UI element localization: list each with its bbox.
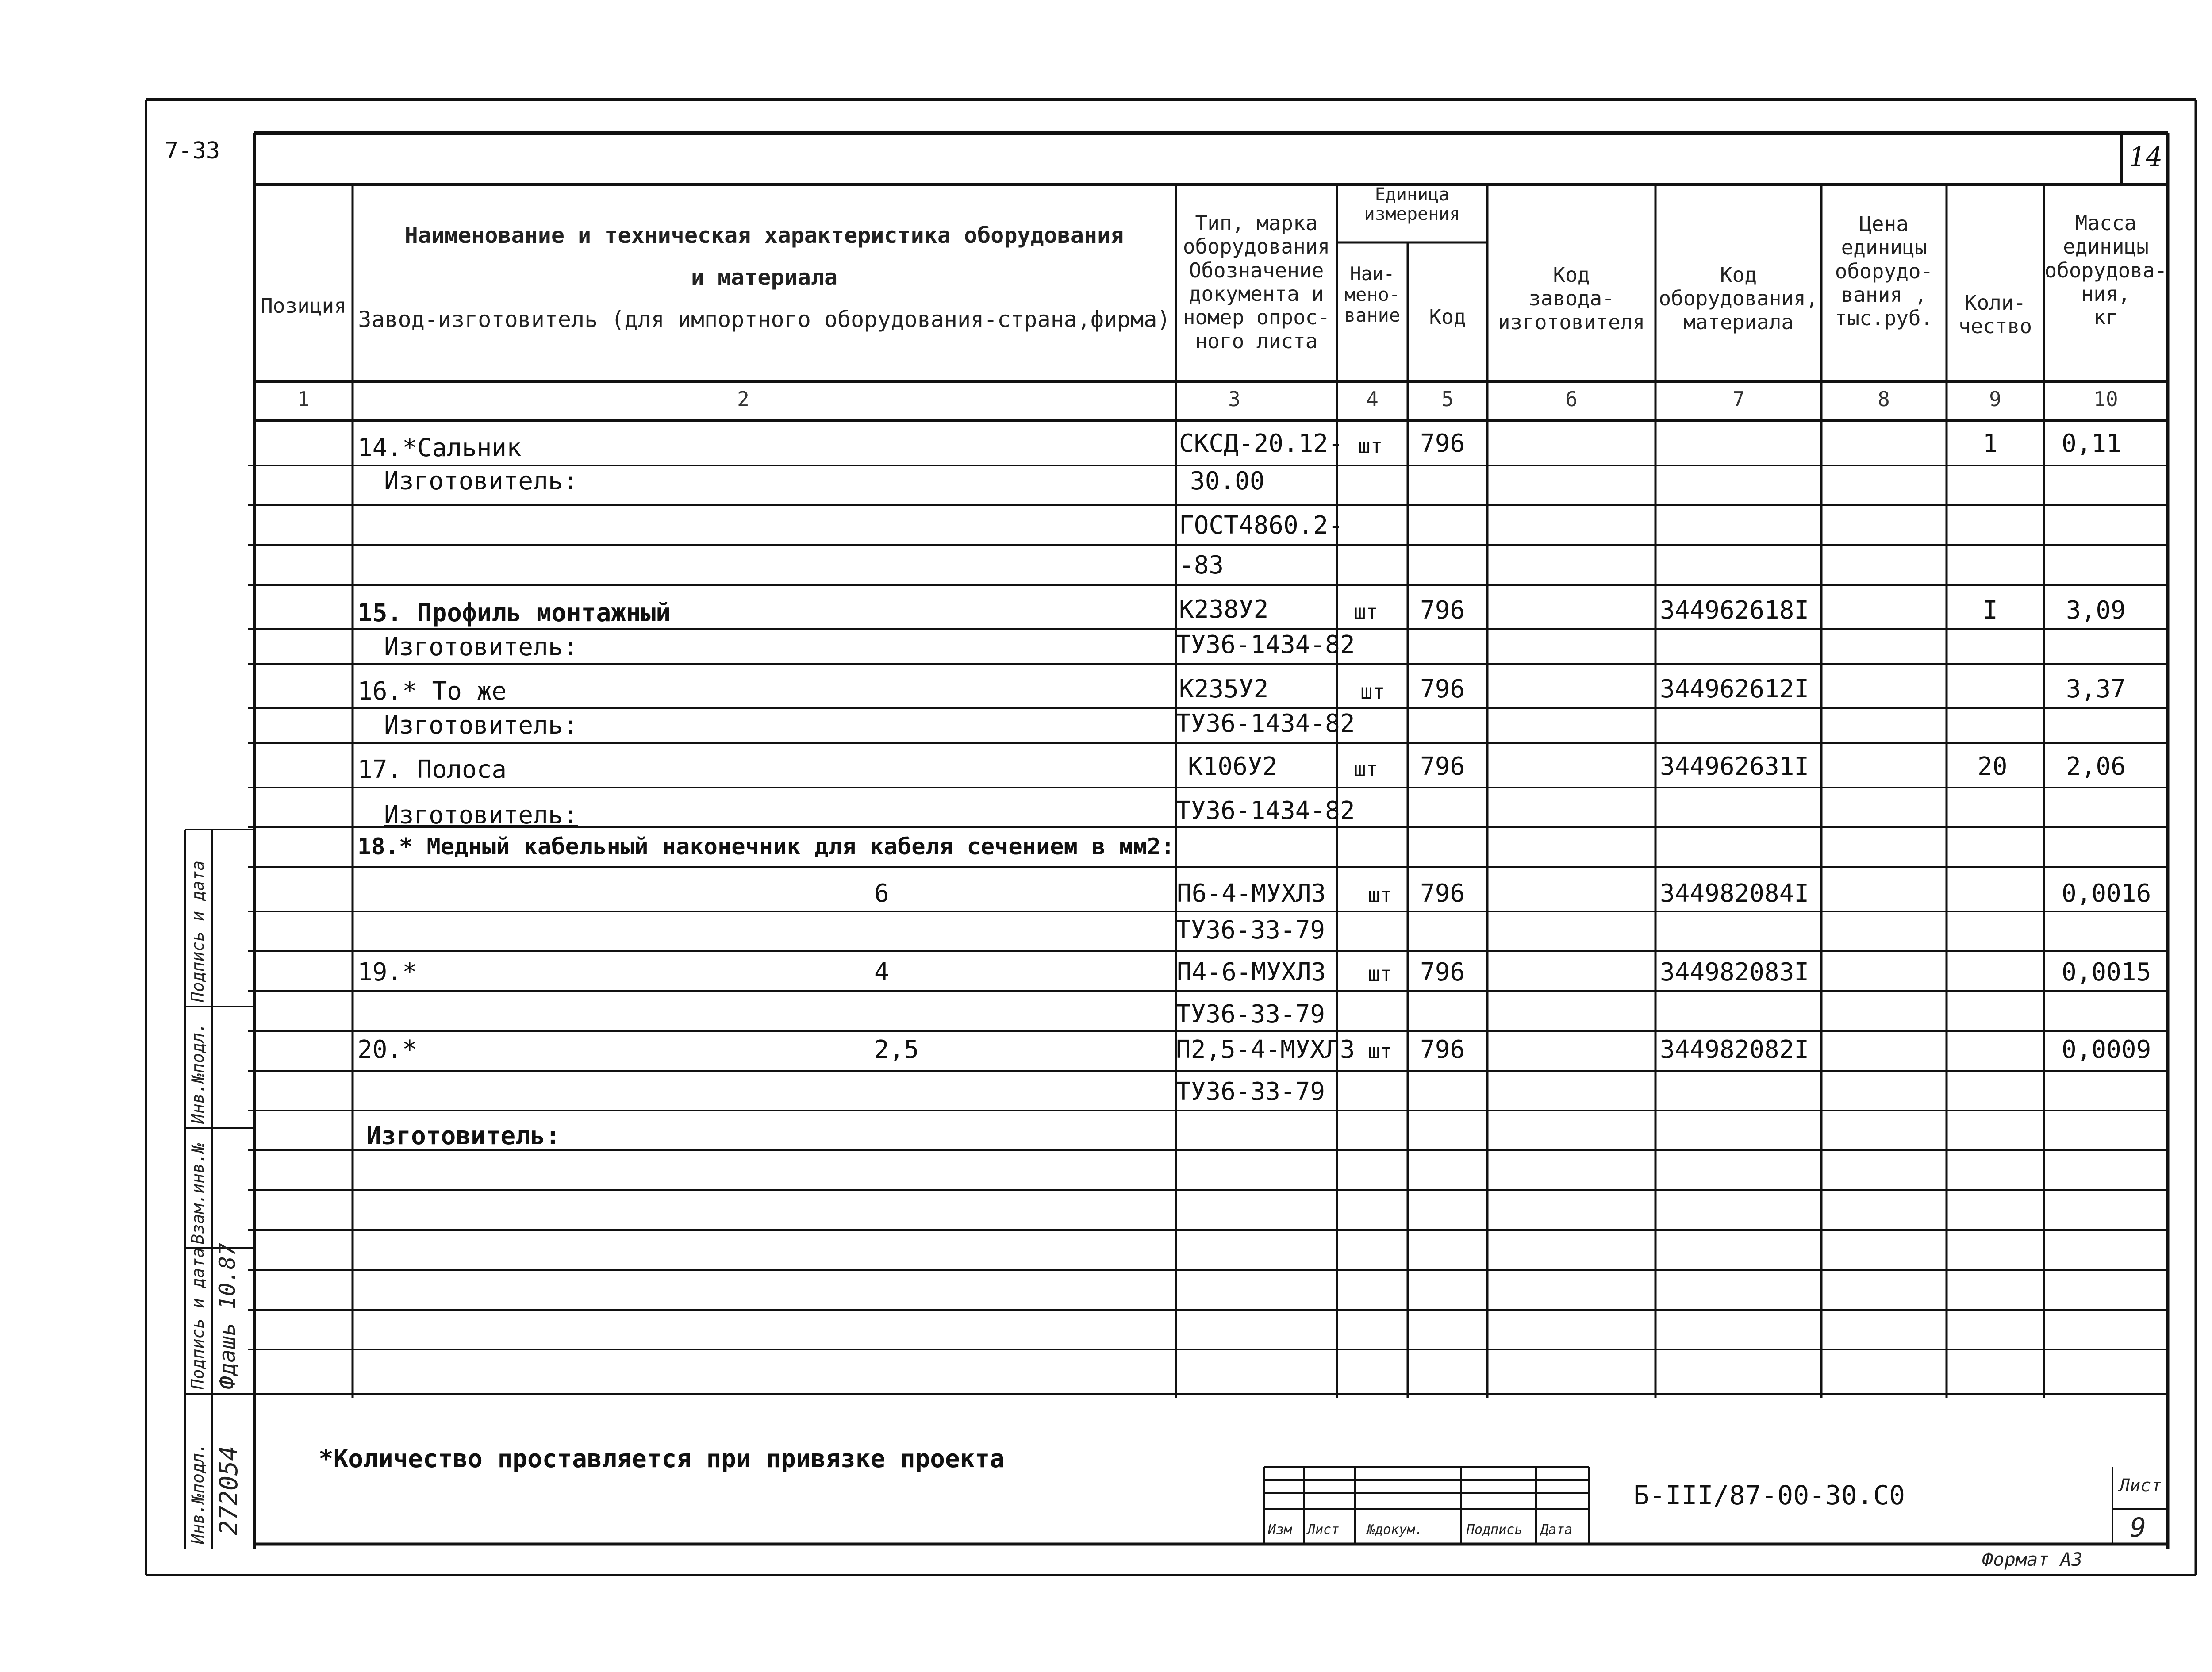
item-unit: шт (1354, 600, 1379, 624)
column-number: 4 (1366, 387, 1379, 411)
header-unit-name-line: Наи- (1350, 263, 1395, 284)
side-inv-label: Инв.№подл. (188, 1443, 207, 1544)
title-label-sign: Подпись (1467, 1522, 1523, 1537)
item-unit-code: 796 (1420, 429, 1465, 458)
item-type: -83 (1179, 551, 1224, 580)
header-quantity (1947, 291, 2044, 338)
side-inv-dup-label: Инв.№подл. (188, 1022, 207, 1124)
title-label-list: Лист (1307, 1522, 1340, 1537)
format-note: Формат А3 (1982, 1549, 2083, 1570)
item-mass: 0,0015 (2062, 958, 2151, 987)
header-type-line: документа и (1189, 282, 1324, 306)
document-code: Б-III/87-00-30.С0 (1633, 1480, 1905, 1511)
item-type: ТУ36-33-79 (1176, 916, 1325, 945)
header-type-line: Обозначение (1189, 258, 1324, 282)
item-equipment-code: 344962618I (1660, 596, 1809, 625)
header-unit-group (1337, 185, 1487, 224)
item-name: 17. Полоса (357, 755, 507, 784)
item-type: К235У2 (1179, 675, 1269, 703)
header-unit-group-line: измерения (1364, 204, 1460, 224)
header-position: Позиция (261, 294, 346, 318)
header-name-line1: Наименование и техническая характеристика оборудования (404, 223, 1124, 248)
header-price-line: вания , (1841, 283, 1927, 307)
item-mass: 3,37 (2066, 675, 2126, 703)
item-type: ТУ36-33-79 (1176, 1077, 1325, 1106)
manufacturer-label: Изготовитель: (366, 1122, 561, 1150)
title-label-date: Дата (1540, 1522, 1573, 1537)
item-type: 30.00 (1190, 467, 1265, 496)
item-type: СКСД-20.12- (1179, 429, 1343, 458)
item-type: ТУ36-33-79 (1176, 1000, 1325, 1029)
item-unit-code: 796 (1420, 752, 1465, 781)
item-unit: шт (1368, 883, 1393, 907)
header-price-line: тыс.руб. (1835, 306, 1933, 331)
header-name-block (353, 215, 1176, 341)
side-sign-label: Подпись и дата (188, 1247, 207, 1389)
column-number: 5 (1441, 387, 1454, 411)
item-unit: шт (1368, 1039, 1393, 1063)
item-unit-code: 796 (1420, 879, 1465, 908)
header-price (1821, 212, 1947, 331)
header-price-line: оборудо- (1835, 259, 1933, 283)
item-unit: шт (1360, 680, 1385, 703)
sheet-corner-number: 14 (2129, 142, 2163, 173)
item-mass: 3,09 (2066, 596, 2126, 625)
header-mass-line: единицы (2063, 234, 2149, 259)
header-quantity-line: Коли- (1964, 291, 2026, 315)
header-type-line: ного листа (1195, 329, 1318, 353)
item-name: 19.* (357, 958, 417, 987)
cable-section: 6 (874, 879, 889, 908)
sheet-label: Лист (2119, 1476, 2162, 1496)
item-type: ГОСТ4860.2- (1179, 511, 1343, 540)
column-number: 10 (2093, 387, 2118, 411)
side-inv-value: 272054 (215, 1445, 243, 1535)
page-number: 7-33 (165, 138, 220, 164)
item-type: П2,5-4-МУХЛ3 (1176, 1035, 1355, 1064)
header-equipment-code-line: материала (1683, 310, 1794, 334)
item-type: К238У2 (1179, 595, 1269, 624)
item-name: 18.* Медный кабельный наконечник для кабеля сечением в мм2: (357, 834, 1175, 860)
header-unit-name-line: вание (1344, 304, 1401, 327)
side-sign2-label: Подпись и дата (188, 860, 207, 1002)
column-number: 9 (1989, 387, 2001, 411)
item-mass: 0,0009 (2062, 1035, 2151, 1064)
item-equipment-code: 344982084I (1660, 879, 1809, 908)
item-equipment-code: 344962631I (1660, 752, 1809, 781)
column-number: 3 (1228, 387, 1240, 411)
footnote: *Количество проставляется при привязке проекта (319, 1445, 1005, 1473)
item-name: 14.*Сальник (357, 434, 522, 462)
item-mass: 2,06 (2066, 752, 2126, 781)
item-type: ТУ36-1434-82 (1176, 796, 1355, 825)
manufacturer-label: Изготовитель: (384, 467, 578, 496)
header-unit-name-line: мено- (1344, 284, 1401, 306)
item-unit-code: 796 (1420, 1035, 1465, 1064)
header-equipment-code (1655, 263, 1821, 334)
column-number: 2 (737, 387, 749, 411)
header-mass-line: оборудова- (2044, 258, 2167, 282)
column-number: 8 (1878, 387, 1890, 411)
manufacturer-label: Изготовитель: (384, 711, 578, 740)
column-number: 7 (1732, 387, 1745, 411)
item-equipment-code: 344982083I (1660, 958, 1809, 987)
column-number: 1 (297, 387, 310, 411)
header-type-line: Тип, марка (1195, 211, 1318, 235)
header-quantity-line: чество (1958, 314, 2032, 338)
header-name-line3: Завод-изготовитель (для импортного оборудования-страна,фирма) (358, 307, 1171, 332)
header-price-line: Цена (1859, 212, 1909, 236)
header-unit-group-line: Единица (1375, 184, 1450, 205)
item-name: 20.* (357, 1035, 417, 1064)
header-factory-code (1487, 263, 1655, 334)
item-quantity: 20 (1978, 752, 2008, 781)
item-type: П6-4-МУХЛ3 (1177, 879, 1326, 908)
item-equipment-code: 344962612I (1660, 675, 1809, 703)
header-type (1176, 211, 1337, 353)
header-equipment-code-line: Код (1720, 263, 1757, 287)
side-sign-value: Фдашь 10.87 (215, 1242, 240, 1389)
header-name-line2: и материала (691, 265, 838, 290)
cable-section: 4 (874, 958, 889, 987)
item-unit-code: 796 (1420, 675, 1465, 703)
header-type-line: оборудования (1183, 234, 1330, 259)
header-unit-code: Код (1429, 305, 1466, 329)
item-quantity: I (1983, 596, 1998, 625)
sheet-number: 9 (2130, 1512, 2147, 1543)
header-price-line: единицы (1841, 235, 1927, 260)
item-name: 16.* То же (357, 677, 507, 706)
header-mass-line: кг (2093, 305, 2118, 330)
header-factory-code-line: изготовителя (1498, 310, 1645, 334)
header-mass-line: Масса (2075, 211, 2137, 235)
header-mass (2044, 211, 2168, 330)
item-unit: шт (1368, 962, 1393, 986)
item-unit: шт (1354, 757, 1379, 781)
header-equipment-code-line: оборудования, (1659, 286, 1818, 311)
manufacturer-label: Изготовитель: (384, 633, 578, 661)
header-mass-line: ния, (2081, 282, 2131, 306)
column-number: 6 (1565, 387, 1578, 411)
item-mass: 0,11 (2062, 429, 2121, 458)
item-equipment-code: 344982082I (1660, 1035, 1809, 1064)
title-label-doc: №докум. (1367, 1522, 1423, 1537)
cable-section: 2,5 (874, 1035, 919, 1064)
side-replace-label: Взам.инв.№ (188, 1143, 207, 1244)
item-type: ТУ36-1434-82 (1176, 709, 1355, 738)
item-mass: 0,0016 (2062, 879, 2151, 908)
item-type: ТУ36-1434-82 (1176, 630, 1355, 659)
header-factory-code-line: Код (1553, 263, 1590, 287)
item-unit-code: 796 (1420, 958, 1465, 987)
item-quantity: 1 (1983, 429, 1998, 458)
header-factory-code-line: завода- (1528, 286, 1614, 311)
header-type-line: номер опрос- (1183, 305, 1330, 330)
item-unit-code: 796 (1420, 596, 1465, 625)
item-unit: шт (1358, 434, 1383, 458)
header-unit-name (1337, 263, 1408, 326)
item-name: 15. Профиль монтажный (357, 599, 671, 627)
title-label-izm: Изм (1268, 1522, 1292, 1537)
item-type: К106У2 (1188, 752, 1278, 781)
item-type: П4-6-МУХЛ3 (1177, 958, 1326, 987)
manufacturer-label: Изготовитель: (384, 801, 578, 830)
